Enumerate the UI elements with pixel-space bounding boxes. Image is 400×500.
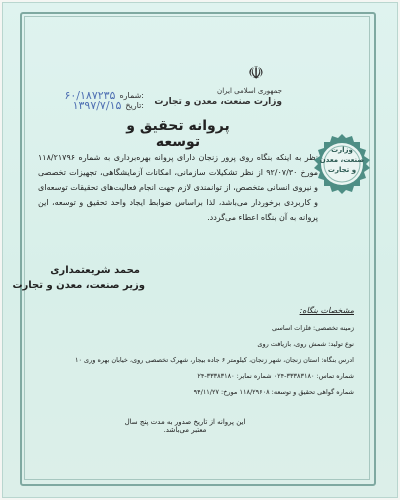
seal-line: وزارت <box>331 146 353 154</box>
date-label: تاریخ: <box>125 100 144 110</box>
document-number: ۶۰/۱۸۷۲۳۵ <box>64 88 116 102</box>
document-date: ۱۳۹۷/۷/۱۵ <box>72 98 122 112</box>
ministry-header <box>154 86 282 108</box>
detail-line: ادرس بنگاه: استان زنجان، شهر زنجان، کیلومتر ۶ جاده بیجار، شهرک تخصصی روی، خیابان بهره وری ۱۰ <box>74 356 354 364</box>
document-title: پروانه تحقیق و توسعه <box>126 118 230 150</box>
detail-line: شماره گواهی تحقیق و توسعه: ۱۱۸/۲۹۶۰۸ مورخ: ۹۴/۱۱/۲۷ <box>193 388 354 396</box>
certificate-body: نظر به اینکه بنگاه روی پرور زنجان دارای پروانه بهره‌برداری به شماره ۱۱۸/۲۱۷۹۶ مورخ ۹۲/۰۷/۳۰ از نظر تشکیلات سازمانی، امکانات آزمایشگاهی، تجهیزات تخصصی و نیروی انسانی متخصص، از توانمندی لازم جهت انجام فعالیت‌های تحقیقات توسعه‌ای و کاربردی برخوردار می‌باشد، لذا براساس ضوابط ایجاد واحد تحقیق و توسعه، این پروانه به آن بنگاه اعطاء می‌گردد. <box>38 153 318 222</box>
detail-line: شماره تماس: ۳۳۳۸۳۱۸۰-۰۲۴ شماره نمابر: ۳۳۳۸۳۱۸۰-۲۴ <box>197 372 354 380</box>
number-label: شماره: <box>119 90 144 100</box>
date-row <box>34 98 144 112</box>
signatory-title: وزیر صنعت، معدن و تجارت <box>12 280 145 291</box>
ministry-name: وزارت صنعت، معدن و تجارت <box>154 97 282 107</box>
republic-label: جمهوری اسلامی ایران <box>217 87 282 95</box>
detail-line: زمینه تخصصی: فلزات اساسی <box>272 324 354 332</box>
validity-note: این پروانه از تاریخ صدور به مدت پنج سال معتبر می‌باشد. <box>124 418 246 434</box>
signatory-name: محمد شریعتمداری <box>50 265 140 276</box>
seal-line: صنعت، معدن <box>319 156 365 164</box>
seal-line: و تجارت <box>327 166 357 174</box>
company-details <box>38 306 354 400</box>
seal-text <box>318 145 366 175</box>
details-heading: مشخصات بنگاه: <box>299 306 354 315</box>
detail-line: نوع تولید: شمش روی، بازیافت روی <box>257 340 354 348</box>
iran-emblem-icon: ☫ <box>247 63 265 84</box>
